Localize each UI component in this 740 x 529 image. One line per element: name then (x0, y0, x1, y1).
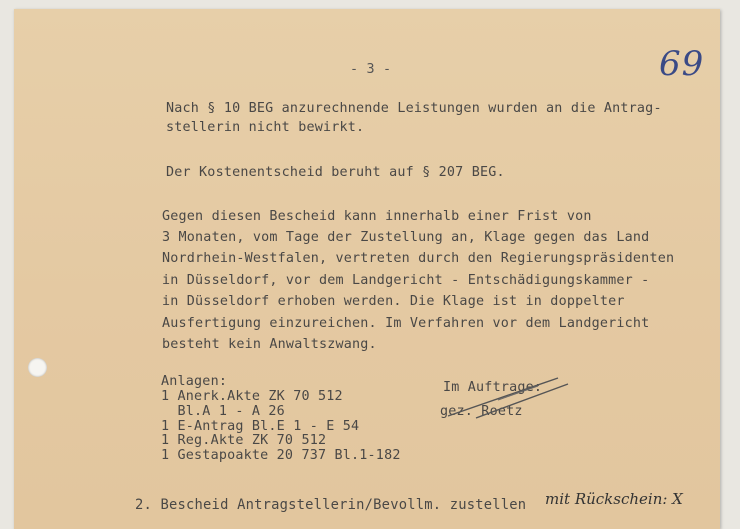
signature-strike-marks (438, 368, 578, 428)
paragraph-1-line-1: Nach § 10 BEG anzurechnende Leistungen wurden an die Antrag- (166, 101, 662, 116)
anlagen-heading: Anlagen: (161, 374, 228, 389)
page-number: - 3 - (350, 62, 392, 77)
signature-line-1: Im Auftrage: (443, 380, 543, 395)
handwritten-note: mit Rückschein: X (545, 490, 683, 508)
anlagen-item: 1 Gestapoakte 20 737 Bl.1-182 (161, 448, 401, 463)
anlagen-item: 1 Reg.Akte ZK 70 512 (161, 433, 327, 448)
paragraph-2: Der Kostenentscheid beruht auf § 207 BEG. (166, 165, 505, 180)
paragraph-1-line-2: stellerin nicht bewirkt. (166, 120, 365, 135)
handwritten-folio-number: 69 (659, 44, 705, 84)
signature-line-2: gez. Roetz (440, 404, 523, 419)
anlagen-item: 1 Anerk.Akte ZK 70 512 (161, 389, 343, 404)
paragraph-3-line-4: in Düsseldorf, vor dem Landgericht - Entschädigungskammer - (162, 273, 650, 288)
paragraph-3-line-6: Ausfertigung einzureichen. Im Verfahren vor dem Landgericht (162, 316, 650, 331)
instruction-line: 2. Bescheid Antragstellerin/Bevollm. zustellen (135, 497, 527, 513)
paragraph-3-line-3: Nordrhein-Westfalen, vertreten durch den Regierungspräsidenten (162, 251, 675, 266)
paragraph-3-line-2: 3 Monaten, vom Tage der Zustellung an, Klage gegen das Land (162, 230, 650, 245)
paragraph-3-line-1: Gegen diesen Bescheid kann innerhalb einer Frist von (162, 209, 592, 224)
punch-hole (28, 358, 47, 377)
paragraph-3-line-7: besteht kein Anwaltszwang. (162, 337, 377, 352)
paragraph-3-line-5: in Düsseldorf erhoben werden. Die Klage ist in doppelter (162, 294, 625, 309)
anlagen-item: 1 E-Antrag Bl.E 1 - E 54 (161, 419, 360, 434)
anlagen-item: Bl.A 1 - A 26 (161, 404, 285, 419)
